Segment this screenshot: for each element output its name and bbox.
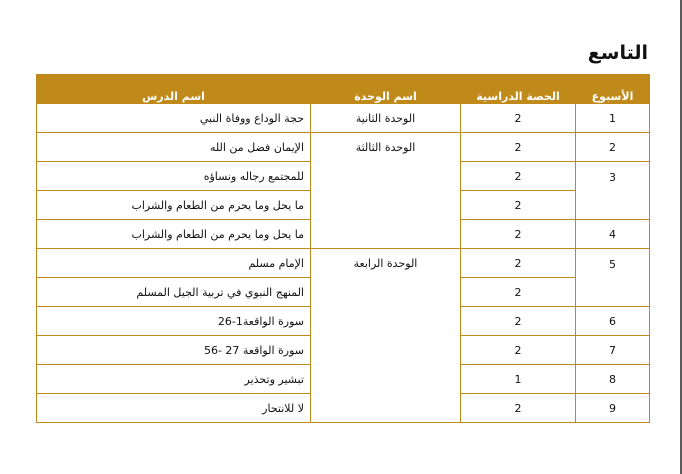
lesson-cell: تبشير وتحذير (37, 365, 311, 394)
table-row (37, 104, 650, 133)
unit-cell: الوحدة الرابعة (311, 249, 461, 423)
table-header-row (37, 75, 650, 104)
page-title: التاسع (587, 42, 648, 64)
period-cell: 2 (461, 336, 576, 365)
header-unit: اسم الوحدة (311, 75, 461, 104)
lesson-cell: لا للانتحار (37, 394, 311, 423)
header-week: الأسبوع (576, 75, 650, 104)
week-cell: 4 (576, 220, 650, 249)
lesson-cell: للمجتمع رجاله ونساؤه (37, 162, 311, 191)
header-period: الحصة الدراسية (461, 75, 576, 104)
schedule-table (36, 74, 650, 423)
period-cell: 2 (461, 394, 576, 423)
lesson-cell: الإمام مسلم (37, 249, 311, 278)
period-cell: 2 (461, 104, 576, 133)
unit-cell: الوحدة الثانية (311, 104, 461, 133)
period-cell: 2 (461, 162, 576, 191)
week-cell: 9 (576, 394, 650, 423)
lesson-cell: ما يحل وما يحرم من الطعام والشراب (37, 220, 311, 249)
lesson-cell: الإيمان فضل من الله (37, 133, 311, 162)
week-cell: 3 (576, 162, 650, 220)
week-cell: 8 (576, 365, 650, 394)
week-cell: 5 (576, 249, 650, 307)
period-cell: 2 (461, 278, 576, 307)
lesson-cell: حجة الوداع ووفاة النبي (37, 104, 311, 133)
lesson-cell: سورة الواقعة 27 -56 (37, 336, 311, 365)
period-cell: 2 (461, 220, 576, 249)
week-cell: 1 (576, 104, 650, 133)
week-cell: 6 (576, 307, 650, 336)
period-cell: 2 (461, 191, 576, 220)
unit-cell: الوحدة الثالثة (311, 133, 461, 249)
lesson-cell: ما يحل وما يحرم من الطعام والشراب (37, 191, 311, 220)
header-lesson: اسم الدرس (37, 75, 311, 104)
period-cell: 2 (461, 249, 576, 278)
period-cell: 1 (461, 365, 576, 394)
period-cell: 2 (461, 133, 576, 162)
week-cell: 7 (576, 336, 650, 365)
period-cell: 2 (461, 307, 576, 336)
week-cell: 2 (576, 133, 650, 162)
lesson-cell: سورة الواقعة1-26 (37, 307, 311, 336)
table-row (37, 249, 650, 278)
table-row (37, 133, 650, 162)
lesson-cell: المنهج النبوي في تربية الجيل المسلم (37, 278, 311, 307)
